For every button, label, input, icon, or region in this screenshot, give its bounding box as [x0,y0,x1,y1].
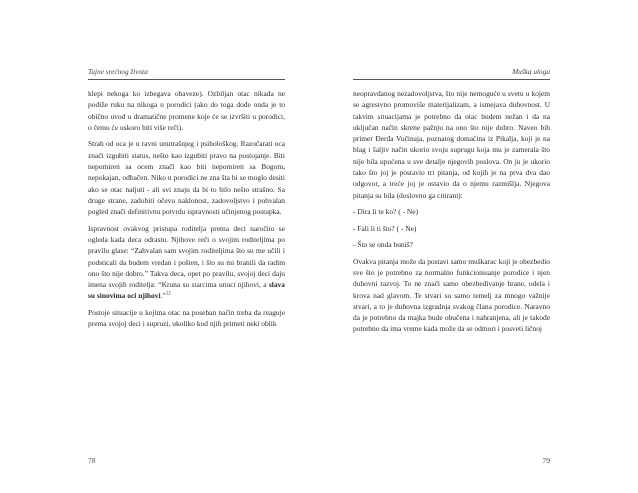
left-paragraph-3 [88,223,285,302]
left-paragraph-1: klepi nekoga ko izbegava obaveze). Ozbiljan otac nikada ne podiže ruku na nikoga u porodici (ako do toga dođe onda je to obično uvod u dramatične promene koje će se izvršiti u porodici, o čemu će uskoro biti više reči). [88,89,285,132]
left-paragraph-2: Strah od oca je u ravni unutrašnjeg i psihološkog. Razočarati oca znači izgubiti status, nešto kao izgubiti pravo na postojanje. Biti nepomiren sa ocem znači kao biti nepomiren sa Bogom, nepokajan, odbačen. Niko u porodici ne zna šta bi se moglo desiti ako se otac naljuti - ali svi znaju da bi to bilo nešto strašno. Sa druge strane, zadobiti očevu naklonost, zadovoljstvo i pohvalan pogled znači definitivnu potvrdu ispravnosti učinjenog postupka. [88,139,285,217]
left-running-head: Tajne srećnog života [88,67,148,76]
left-header-rule [88,79,285,80]
right-running-head: Muška uloga [512,67,550,76]
question-2: - Fali li ti što? ( - Ne) [353,223,417,233]
right-paragraph-1: neopravdanog nezadovoljstva, što nije nemoguće u svetu u kojem se agresivno promoviše materijalizam, a ismejava duhovnost. U takvim situacijama je potrebno da otac budem nežan i da na uključan način skrene pažnju na ono što nije dobro. Naveo bih primer Đerđa Vučinaja, poznatog domaćina iz Pikalja, koji je na blag i šaljiv način ukorio svoju suprugu koja mu je zamerala što nije bila upućena u sve detalje njegovih poslova. On ju je ukorio tako što joj je postavio tri pitanja, od kojih je na prva dva dao odgovor, a treće joj je ostavio da o njemu razmišlja. Njegova pitanja su bila (doslovno ga citiram): [353,89,550,200]
right-page-number: 79 [542,456,550,465]
right-page [319,0,638,493]
quote-close: .” [160,291,166,301]
quote-text: Ispravnost ovakvog pristupa roditelja prema deci naročito se ogleda kada deca odrastu. Njihove reči o svojim roditeljima po pravilu glase: “Zahvalan sam svojim roditeljima što su me učili i podsticali da budem vredan i pošten, i što su mi branili da radim ono što nije dobro.” Takva deca, opet po pravilu, svojoj deci daju imena svojih roditelja: “Kruna su starcima unuci njihovi, a [88,223,285,290]
bold-quote: slava su sinovima oci njihovi [88,280,285,301]
question-1: - Dira li te ko? ( - Ne) [353,207,419,217]
right-paragraph-2: Ovakva pitanja može da postavi samo muškarac koji je obezbedio sve što je potrebno za normalno funkcionisanje porodice i njen duhovni razvoj. To ne znači samo obezbeđivanje hrane, odela i krova nad glavom. Te stvari su samo temelj za mnogo važnije stvari, a to je duhovna izgradnja svakog člana porodice. Naravno da je potrebno da majka bude obučena i nahranjena, ali je takođe potrebno da ima vreme kada može da se odmori i posveti ličnoj [353,256,550,334]
left-paragraph-4: Postoje situacije u kojima otac na poseban način treba da reaguje prema svojoj deci i supruzi, ukoliko kod njih primeti neki oblik [88,307,285,329]
footnote-marker: 12 [165,291,171,297]
left-page-number: 78 [88,456,96,465]
right-text-column [353,88,550,340]
left-text-column [88,88,285,335]
right-header-rule [353,79,550,80]
question-3: - Što se onda buniš? [353,240,413,250]
